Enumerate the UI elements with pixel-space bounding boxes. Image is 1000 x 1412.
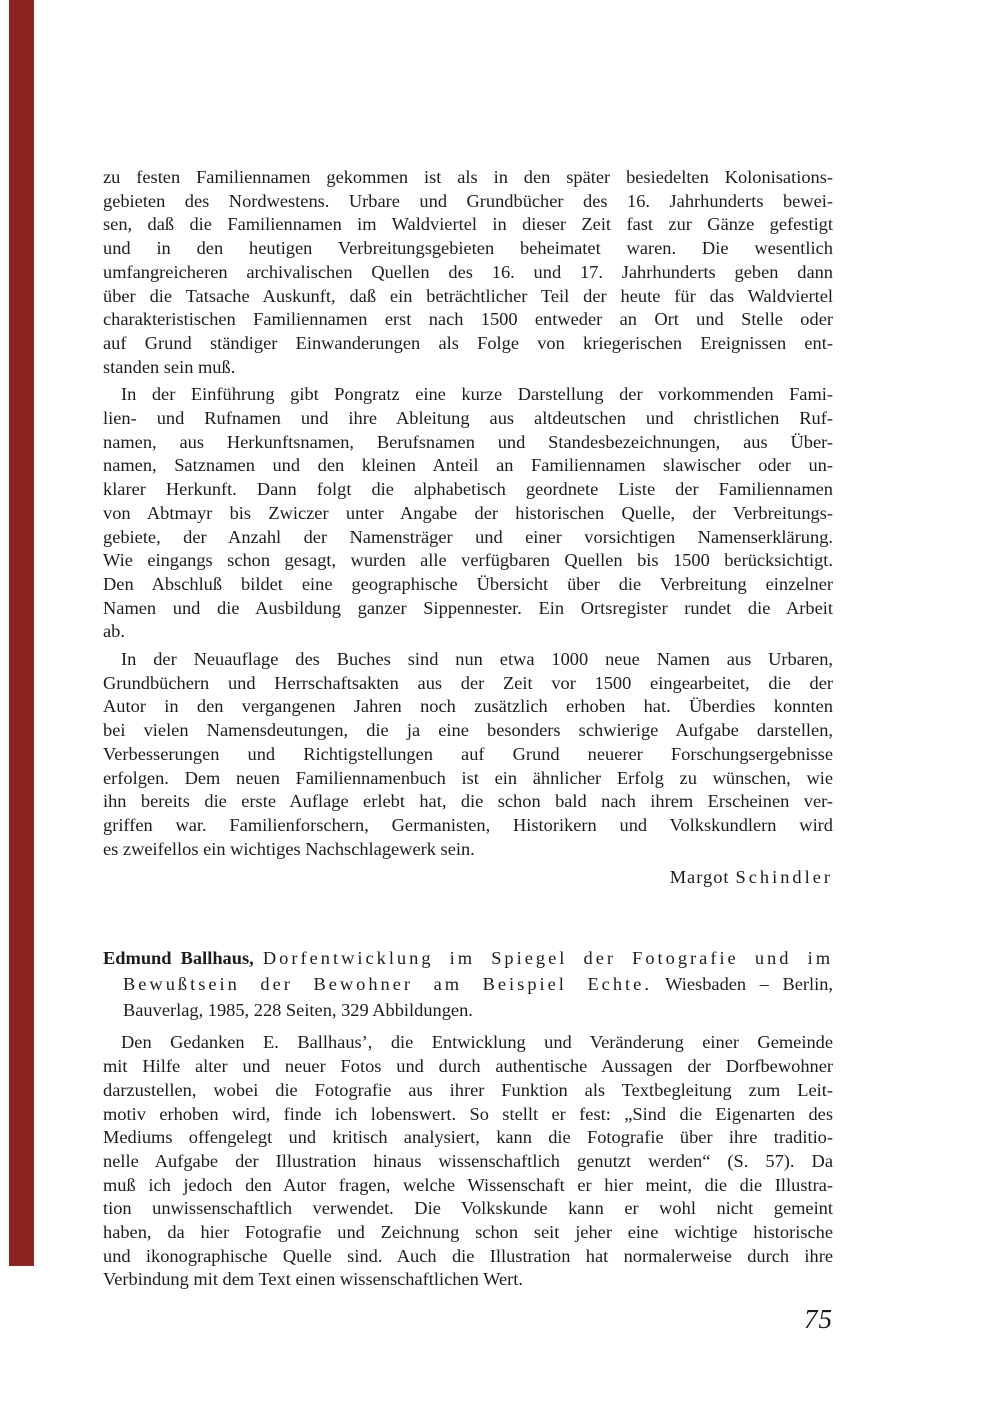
text-line: von Abtmayr bis Zwiczer unter Angabe der historischen Quelle, der Verbreitungs- <box>103 502 833 523</box>
left-margin-red-bar <box>9 0 34 1266</box>
text-line: sen, daß die Familiennamen im Waldviertel in dieser Zeit fast zur Gänze gefestigt <box>103 214 833 235</box>
text-line: In der Neuauflage des Buches sind nun etwa 1000 neue Namen aus Urbaren, <box>121 649 833 670</box>
text-line: klarer Herkunft. Dann folgt die alphabetisch geordnete Liste der Familiennamen <box>103 479 833 500</box>
publication-info-part-1: Wiesbaden – Berlin, <box>665 974 834 995</box>
text-line: Wie eingangs schon gesagt, wurden alle verfügbaren Quellen bis 1500 berücksichtigt. <box>103 550 833 571</box>
text-line: griffen war. Familienforschern, Germanisten, Historikern und Volkskundlern wird <box>103 814 833 835</box>
heading-line-1 <box>103 945 833 971</box>
heading-line-2 <box>103 971 833 997</box>
text-line: namen, aus Herkunftsnamen, Berufsnamen und Standesbezeichnungen, aus Über- <box>103 431 833 452</box>
text-line: über die Tatsache Auskunft, daß ein beträchtlicher Teil der heute für das Waldviertel <box>103 285 833 306</box>
text-line: umfangreicheren archivalischen Quellen des 16. und 17. Jahrhunderts geben dann <box>103 261 833 282</box>
heading-line-3 <box>103 997 833 1023</box>
paragraph-pongratz-neuauflage <box>103 648 833 861</box>
text-line: mit Hilfe alter und neuer Fotos und durch authentische Aussagen der Dorfbewohner <box>103 1056 833 1077</box>
text-line: es zweifellos ein wichtiges Nachschlagewerk sein. <box>103 838 475 859</box>
signature-first-name: Margot <box>669 867 730 888</box>
text-line: zu festen Familiennamen gekommen ist als in den später besiedelten Kolonisations- <box>103 167 833 187</box>
text-line: lien- und Rufnamen und ihre Ableitung aus altdeutschen und christlichen Ruf- <box>103 408 833 429</box>
text-line: auf Grund ständiger Einwanderungen als Folge von kriegerischen Ereignissen ent- <box>103 332 833 353</box>
text-line: nelle Aufgabe der Illustration hinaus wissenschaftlich genutzt werden“ (S. 57). Da <box>103 1150 833 1171</box>
text-line: bei vielen Namensdeutungen, die ja eine besonders schwierige Aufgabe darstellen, <box>103 720 833 741</box>
text-line: haben, da hier Fotografie und Zeichnung schon seit jeher eine wichtige historische <box>103 1222 833 1243</box>
text-line: Den Abschluß bildet eine geographische Übersicht über die Verbreitung einzelner <box>103 573 833 594</box>
text-line: In der Einführung gibt Pongratz eine kurze Darstellung der vorkommenden Fami- <box>121 384 833 405</box>
text-line: namen, Satznamen und den kleinen Anteil an Familiennamen slawischer oder un- <box>103 455 833 476</box>
text-line: Verbindung mit dem Text einen wissenschaftlichen Wert. <box>103 1269 523 1290</box>
signature-last-name: Schindler <box>735 867 833 888</box>
publication-info-part-2: Bauverlag, 1985, 228 Seiten, 329 Abbildungen. <box>123 1000 473 1021</box>
text-line: Namen und die Ausbildung ganzer Sippennester. Ein Ortsregister rundet die Arbeit <box>103 597 833 618</box>
book-title-part-2: Bewußtsein der Bewohner am Beispiel Echte. <box>123 974 652 995</box>
text-line: Mediums offengelegt und kritisch analysiert, kann die Fotografie über ihre traditio- <box>103 1127 833 1148</box>
text-line: muß ich jedoch den Autor fragen, welche Wissenschaft er hier meint, die die Illustra- <box>103 1174 833 1195</box>
review-heading-ballhaus <box>103 945 833 1023</box>
paragraph-pongratz-continuation <box>103 166 833 379</box>
book-title-part-1: Dorfentwicklung im Spiegel der Fotografie und im <box>262 948 833 969</box>
text-line: Grundbüchern und Herrschaftsakten aus der Zeit vor 1500 eingearbeitet, die der <box>103 672 833 693</box>
text-line: gebieten des Nordwestens. Urbare und Grundbücher des 16. Jahrhunderts bewei- <box>103 190 833 211</box>
text-line: motiv erhoben wird, finde ich lobenswert. So stellt er fest: „Sind die Eigenarten des <box>103 1103 833 1124</box>
text-line: erfolgen. Dem neuen Familiennamenbuch ist ein ähnlicher Erfolg zu wünschen, wie <box>103 767 833 788</box>
text-line: standen sein muß. <box>103 356 236 377</box>
text-line: Autor in den vergangenen Jahren noch zusätzlich erhoben hat. Überdies konnten <box>103 696 833 717</box>
text-line: Den Gedanken E. Ballhaus’, die Entwicklung und Veränderung einer Gemeinde <box>121 1032 833 1053</box>
text-line: ab. <box>103 621 125 642</box>
text-line: tion unwissenschaftlich verwendet. Die Volkskunde kann er wohl nicht gemeint <box>103 1198 833 1219</box>
text-line: ihn bereits die erste Auflage erlebt hat, die schon bald nach ihrem Erscheinen ver- <box>103 791 833 812</box>
text-line: charakteristischen Familiennamen erst nach 1500 entweder an Ort und Stelle oder <box>103 309 833 330</box>
page-number: 75 <box>804 1304 833 1334</box>
text-line: darzustellen, wobei die Fotografie aus ihrer Funktion als Textbegleitung zum Leit- <box>103 1079 833 1100</box>
text-line: gebiete, der Anzahl der Namensträger und einer vorsichtigen Namenserklärung. <box>103 526 833 547</box>
text-line: Verbesserungen und Richtigstellungen auf Grund neuerer Forschungsergebnisse <box>103 743 833 764</box>
book-author: Edmund Ballhaus, <box>103 948 254 969</box>
text-line: und ikonographische Quelle sind. Auch die Illustration hat normalerweise durch ihre <box>103 1245 833 1266</box>
paragraph-pongratz-einfuehrung <box>103 383 833 644</box>
text-line: und in den heutigen Verbreitungsgebieten beheimatet waren. Die wesentlich <box>103 238 833 259</box>
page-text-column <box>103 166 833 1296</box>
reviewer-signature <box>103 865 833 889</box>
paragraph-ballhaus-review <box>103 1031 833 1292</box>
